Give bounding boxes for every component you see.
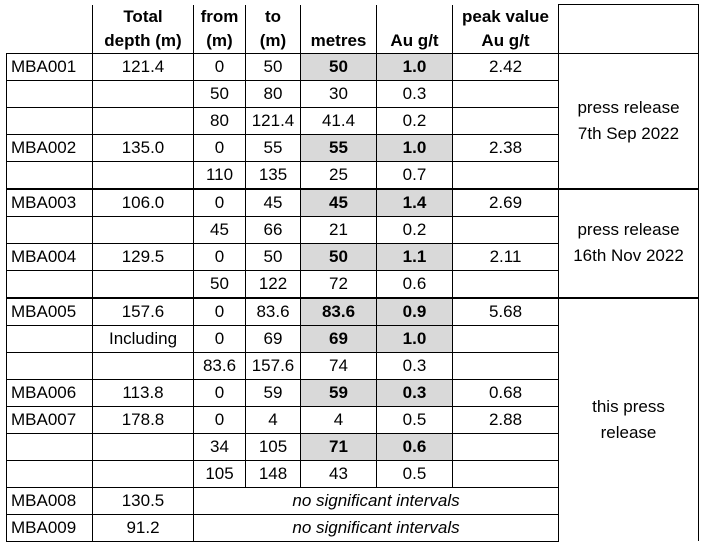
cell-total-depth: 113.8: [93, 379, 194, 406]
cell-au: 1.4: [377, 189, 453, 217]
cell-hole-id: MBA004: [7, 243, 93, 270]
header-au: Au g/t: [377, 5, 453, 54]
cell-peak-value: 2.42: [453, 53, 559, 80]
cell-au: 0.6: [377, 433, 453, 460]
cell-hole-id: [7, 216, 93, 243]
cell-metres: 4: [301, 406, 377, 433]
cell-from: 0: [194, 53, 246, 80]
cell-hole-id: MBA007: [7, 406, 93, 433]
cell-hole-id: [7, 325, 93, 352]
cell-peak-value: 2.11: [453, 243, 559, 270]
cell-peak-value: 0.68: [453, 379, 559, 406]
cell-peak-value: 2.88: [453, 406, 559, 433]
cell-to: 80: [246, 80, 301, 107]
cell-to: 148: [246, 460, 301, 487]
cell-metres: 71: [301, 433, 377, 460]
cell-from: 110: [194, 161, 246, 189]
cell-hole-id: MBA005: [7, 298, 93, 326]
cell-total-depth: [93, 107, 194, 134]
table-header: [7, 5, 699, 54]
header-peak-value: peak value Au g/t: [453, 5, 559, 54]
cell-from: 80: [194, 107, 246, 134]
cell-from: 34: [194, 433, 246, 460]
cell-au: 0.9: [377, 298, 453, 326]
cell-peak-value: [453, 80, 559, 107]
drill-results-table: [6, 4, 699, 542]
cell-to: 50: [246, 243, 301, 270]
cell-total-depth: 121.4: [93, 53, 194, 80]
cell-hole-id: MBA002: [7, 134, 93, 161]
cell-to: 105: [246, 433, 301, 460]
cell-total-depth: [93, 352, 194, 379]
cell-metres: 55: [301, 134, 377, 161]
note-line: release: [600, 422, 657, 442]
cell-to: 50: [246, 53, 301, 80]
cell-metres: 69: [301, 325, 377, 352]
cell-total-depth: [93, 460, 194, 487]
cell-from: 50: [194, 80, 246, 107]
note-line: 7th Sep 2022: [577, 123, 680, 143]
header-hole: [7, 5, 93, 54]
cell-no-significant-intervals: no significant intervals: [194, 487, 559, 514]
cell-hole-id: [7, 433, 93, 460]
cell-hole-id: [7, 107, 93, 134]
cell-au: 0.5: [377, 460, 453, 487]
cell-hole-id: [7, 460, 93, 487]
cell-au: 0.3: [377, 379, 453, 406]
cell-metres: 45: [301, 189, 377, 217]
cell-total-depth: [93, 216, 194, 243]
cell-au: 1.1: [377, 243, 453, 270]
cell-to: 4: [246, 406, 301, 433]
cell-peak-value: [453, 433, 559, 460]
press-release-note: [559, 53, 699, 189]
cell-to: 45: [246, 189, 301, 217]
cell-au: 0.6: [377, 270, 453, 298]
cell-hole-id: MBA001: [7, 53, 93, 80]
cell-peak-value: [453, 325, 559, 352]
cell-total-depth: 106.0: [93, 189, 194, 217]
note-line: press release: [577, 220, 680, 239]
cell-from: 0: [194, 406, 246, 433]
table-row: [7, 53, 699, 80]
cell-metres: 74: [301, 352, 377, 379]
cell-metres: 59: [301, 379, 377, 406]
cell-metres: 21: [301, 216, 377, 243]
table-row: [7, 189, 699, 217]
cell-metres: 50: [301, 53, 377, 80]
cell-metres: 72: [301, 270, 377, 298]
cell-au: 0.7: [377, 161, 453, 189]
cell-hole-id: MBA009: [7, 514, 93, 541]
cell-au: 0.5: [377, 406, 453, 433]
cell-peak-value: 2.38: [453, 134, 559, 161]
cell-from: 50: [194, 270, 246, 298]
cell-total-depth: 178.8: [93, 406, 194, 433]
cell-no-significant-intervals: no significant intervals: [194, 514, 559, 541]
cell-total-depth: 91.2: [93, 514, 194, 541]
cell-total-depth: 129.5: [93, 243, 194, 270]
cell-hole-id: MBA003: [7, 189, 93, 217]
cell-total-depth: 130.5: [93, 487, 194, 514]
header-metres: metres: [301, 5, 377, 54]
drill-results-table-container: [6, 4, 699, 542]
cell-peak-value: [453, 352, 559, 379]
cell-total-depth: 135.0: [93, 134, 194, 161]
cell-to: 66: [246, 216, 301, 243]
cell-total-depth: [93, 433, 194, 460]
cell-from: 105: [194, 460, 246, 487]
header-to: to (m): [246, 5, 301, 54]
cell-au: 1.0: [377, 134, 453, 161]
cell-peak-value: [453, 270, 559, 298]
table-row: [7, 298, 699, 326]
cell-peak-value: 2.69: [453, 189, 559, 217]
cell-to: 135: [246, 161, 301, 189]
header-notes: [559, 5, 699, 54]
cell-to: 69: [246, 325, 301, 352]
cell-au: 1.0: [377, 325, 453, 352]
cell-metres: 25: [301, 161, 377, 189]
press-release-note: [559, 189, 699, 298]
cell-from: 0: [194, 134, 246, 161]
cell-peak-value: [453, 107, 559, 134]
cell-from: 0: [194, 189, 246, 217]
cell-au: 0.3: [377, 80, 453, 107]
cell-peak-value: [453, 216, 559, 243]
cell-total-depth: Including: [93, 325, 194, 352]
cell-peak-value: [453, 161, 559, 189]
cell-metres: 43: [301, 460, 377, 487]
cell-to: 59: [246, 379, 301, 406]
cell-hole-id: [7, 270, 93, 298]
cell-metres: 83.6: [301, 298, 377, 326]
cell-to: 157.6: [246, 352, 301, 379]
note-line: 16th Nov 2022: [573, 246, 684, 265]
cell-from: 0: [194, 243, 246, 270]
table-body: [7, 53, 699, 541]
cell-total-depth: [93, 270, 194, 298]
cell-from: 0: [194, 325, 246, 352]
cell-to: 122: [246, 270, 301, 298]
cell-total-depth: [93, 161, 194, 189]
note-line: press release: [577, 97, 680, 117]
cell-hole-id: [7, 80, 93, 107]
cell-au: 1.0: [377, 53, 453, 80]
cell-hole-id: MBA006: [7, 379, 93, 406]
cell-from: 45: [194, 216, 246, 243]
cell-from: 0: [194, 298, 246, 326]
cell-to: 121.4: [246, 107, 301, 134]
cell-metres: 50: [301, 243, 377, 270]
header-total-depth: Total depth (m): [93, 5, 194, 54]
cell-au: 0.2: [377, 216, 453, 243]
cell-hole-id: [7, 161, 93, 189]
press-release-note: [559, 298, 699, 542]
header-row: [7, 5, 699, 54]
cell-au: 0.3: [377, 352, 453, 379]
cell-total-depth: 157.6: [93, 298, 194, 326]
cell-to: 55: [246, 134, 301, 161]
cell-metres: 41.4: [301, 107, 377, 134]
cell-peak-value: 5.68: [453, 298, 559, 326]
cell-from: 83.6: [194, 352, 246, 379]
cell-au: 0.2: [377, 107, 453, 134]
header-from: from (m): [194, 5, 246, 54]
cell-total-depth: [93, 80, 194, 107]
cell-metres: 30: [301, 80, 377, 107]
cell-hole-id: MBA008: [7, 487, 93, 514]
cell-from: 0: [194, 379, 246, 406]
note-line: this press: [592, 396, 665, 416]
cell-hole-id: [7, 352, 93, 379]
cell-peak-value: [453, 460, 559, 487]
cell-to: 83.6: [246, 298, 301, 326]
